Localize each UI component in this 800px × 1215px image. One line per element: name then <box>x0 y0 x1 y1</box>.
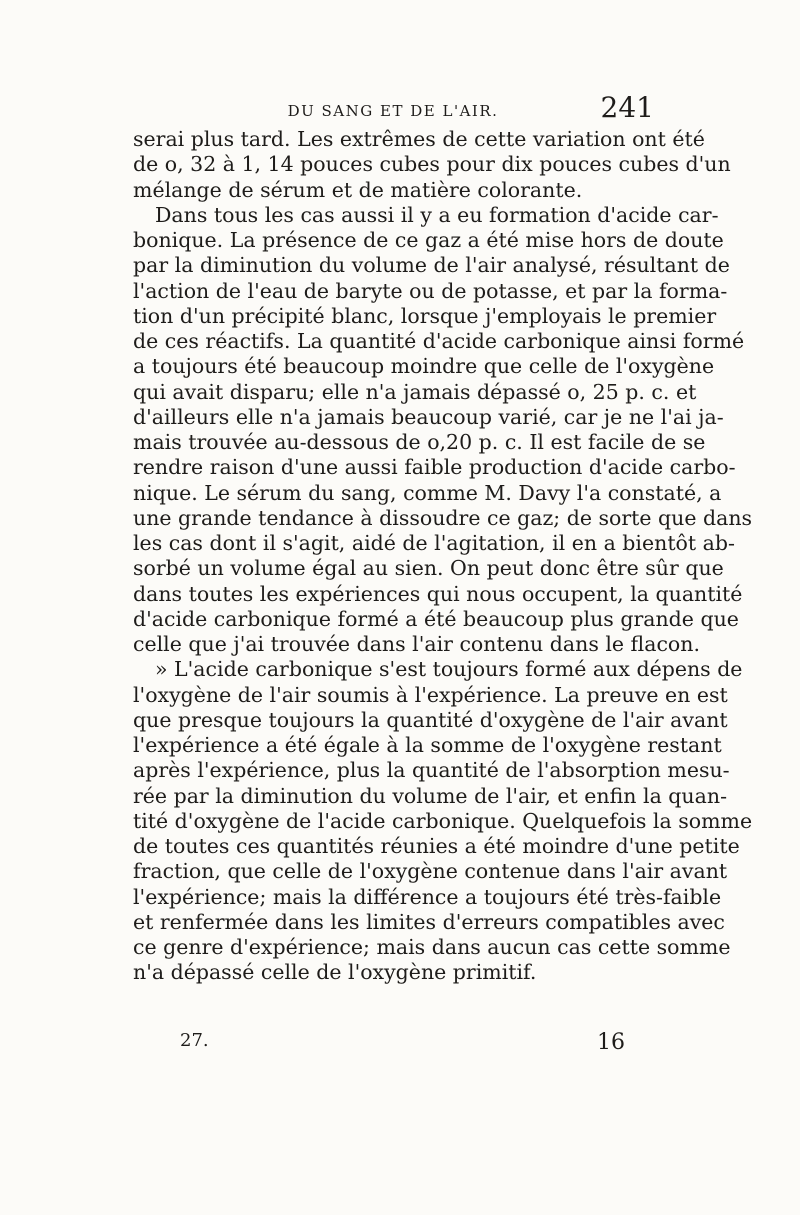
text-line: tité d'oxygène de l'acide carbonique. Quelquefois la somme <box>133 808 753 833</box>
text-line: rendre raison d'une aussi faible production d'acide carbo- <box>133 455 736 480</box>
text-line: les cas dont il s'agit, aidé de l'agitation, il en a bientôt ab- <box>133 531 735 555</box>
text-line: fraction, que celle de l'oxygène contenue dans l'air avant <box>133 859 728 884</box>
page-footer <box>180 1030 625 1056</box>
text-line: mais trouvée au-dessous de o,20 p. c. Il est facile de se <box>133 430 706 454</box>
running-title: DU SANG ET DE L'AIR. <box>287 102 499 120</box>
text-line: de toutes ces quantités réunies a été moindre d'une petite <box>133 834 740 858</box>
text-line: a toujours été beaucoup moindre que celle de l'oxygène <box>133 354 715 379</box>
text-line: d'acide carbonique formé a été beaucoup plus grande que <box>133 606 739 631</box>
paragraph-start-line: » L'acide carbonique s'est toujours formé aux dépens de <box>155 657 743 682</box>
text-line: et renfermée dans les limites d'erreurs compatibles avec <box>133 909 725 934</box>
text-line: bonique. La présence de ce gaz a été mise hors de doute <box>133 228 724 252</box>
text-line: mélange de sérum et de matière colorante. <box>133 177 583 202</box>
text-line: par la diminution du volume de l'air analysé, résultant de <box>133 253 730 278</box>
text-line: celle que j'ai trouvée dans l'air contenu dans le flacon. <box>133 632 700 656</box>
signature-mark: 27. <box>180 1030 209 1051</box>
text-line: ce genre d'expérience; mais dans aucun cas cette somme <box>133 935 731 959</box>
text-line: que presque toujours la quantité d'oxygène de l'air avant <box>133 707 728 732</box>
text-line: l'oxygène de l'air soumis à l'expérience. La preuve en est <box>133 682 728 707</box>
text-line: de ces réactifs. La quantité d'acide carbonique ainsi formé <box>133 329 745 353</box>
text-line: de o, 32 à 1, 14 pouces cubes pour dix pouces cubes d'un <box>133 152 731 177</box>
text-line: serai plus tard. Les extrêmes de cette variation ont été <box>133 127 705 151</box>
text-line: une grande tendance à dissoudre ce gaz; de sorte que dans <box>133 505 753 530</box>
paragraph-start-line: Dans tous les cas aussi il y a eu formation d'acide car- <box>155 202 719 227</box>
text-line: qui avait disparu; elle n'a jamais dépassé o, 25 p. c. et <box>133 379 697 404</box>
text-line: sorbé un volume égal au sien. On peut donc être sûr que <box>133 556 724 581</box>
text-line: l'expérience; mais la différence a toujours été très-faible <box>133 884 722 909</box>
text-line: tion d'un précipité blanc, lorsque j'employais le premier <box>133 303 717 328</box>
text-line: nique. Le sérum du sang, comme M. Davy l'a constaté, a <box>133 480 722 505</box>
sheet-number: 16 <box>597 1030 625 1055</box>
text-line: l'action de l'eau de baryte ou de potasse, et par la forma- <box>133 278 728 303</box>
text-line: l'expérience a été égale à la somme de l'oxygène restant <box>133 733 722 757</box>
text-line: dans toutes les expériences qui nous occupent, la quantité <box>133 581 743 606</box>
text-line: après l'expérience, plus la quantité de l'absorption mesu- <box>133 758 730 783</box>
text-line: n'a dépassé celle de l'oxygène primitif. <box>133 960 537 985</box>
page-number: 241 <box>600 91 654 124</box>
body-text <box>133 127 753 986</box>
page-header <box>132 91 654 130</box>
text-line: d'ailleurs elle n'a jamais beaucoup varié, car je ne l'ai ja- <box>133 404 724 429</box>
text-line: rée par la diminution du volume de l'air, et enfin la quan- <box>133 783 727 808</box>
